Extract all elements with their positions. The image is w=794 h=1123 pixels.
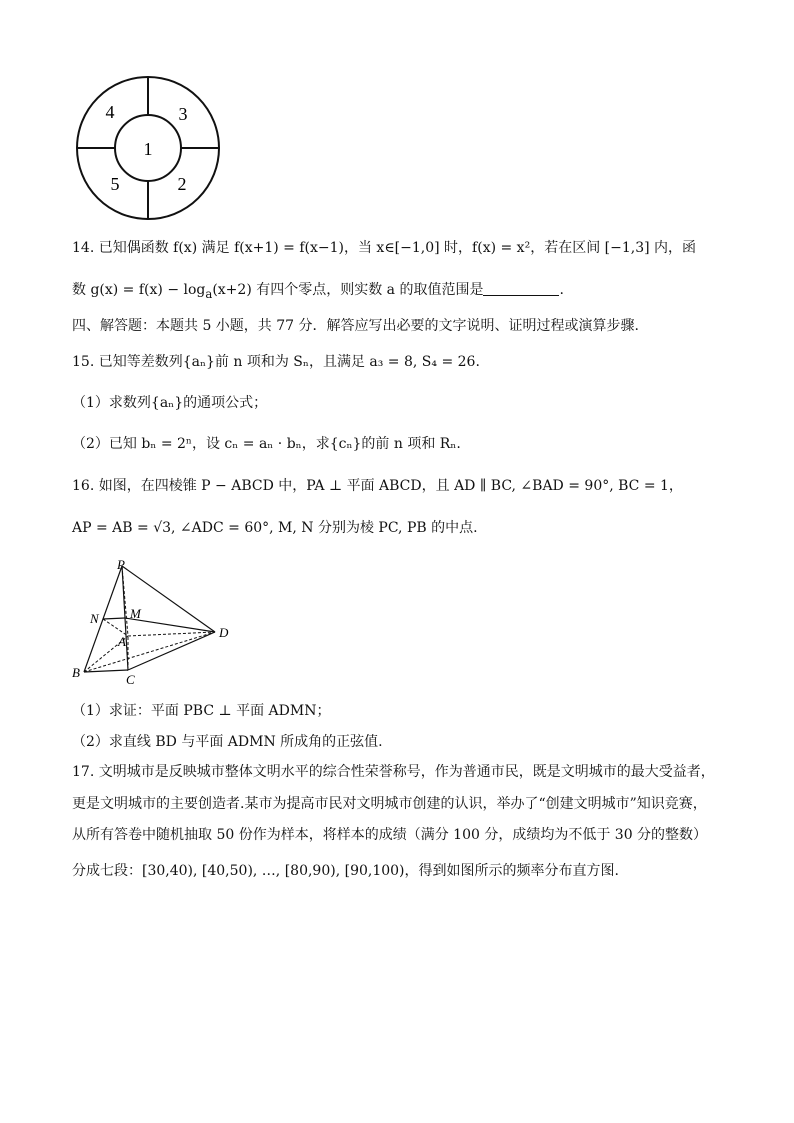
region-label-3: 3 (178, 104, 188, 124)
label-B: B (72, 665, 80, 680)
answer-blank (483, 281, 559, 296)
label-N: N (90, 611, 99, 626)
q17-line4: 分成七段：[30,40), [40,50), …, [80,90), [90,100)，得到如图所示的频率分布直方图. (72, 863, 619, 879)
q14-line1: 14. 已知偶函数 f(x) 满足 f(x+1) = f(x−1)，当 x∈[−1,0] 时，f(x) = x²，若在区间 [−1,3] 内，函 (72, 240, 697, 256)
q16-stem-line2: AP = AB = √3, ∠ADC = 60°, M, N 分别为棱 PC, PB 的中点. (72, 520, 478, 536)
q14-line2a: 数 g(x) = f(x) − log (72, 282, 206, 298)
segment-BD (84, 632, 215, 672)
edge-AD (128, 632, 215, 636)
region-label-1: 1 (143, 139, 153, 159)
q17-line3: 从所有答卷中随机抽取 50 份作为样本，将样本的成绩（满分 100 分，成绩均为不低于 30 分的整数） (72, 827, 708, 843)
q14-line2-end: . (559, 282, 564, 298)
q14-line2b: (x+2) 有四个零点，则实数 a 的取值范围是 (212, 282, 484, 298)
label-M: M (130, 606, 141, 621)
q17-line1: 17. 文明城市是反映城市整体文明水平的综合性荣誉称号，作为普通市民，既是文明城市的最大受益者， (72, 764, 715, 780)
region-label-5: 5 (110, 174, 120, 194)
q16-stem-line1: 16. 如图，在四棱锥 P − ABCD 中，PA ⊥ 平面 ABCD，且 AD ∥ BC, ∠BAD = 90°, BC = 1， (72, 478, 683, 494)
label-A: A (118, 634, 126, 649)
q15-part2: （2）已知 bₙ = 2ⁿ，设 cₙ = aₙ · bₙ，求{cₙ}的前 n 项和 Rₙ. (72, 436, 461, 452)
edge-PD (122, 566, 215, 632)
q15-stem: 15. 已知等差数列{aₙ}前 n 项和为 Sₙ，且满足 a₃ = 8, S₄ = 26. (72, 354, 480, 370)
q16-part2: （2）求直线 BD 与平面 ADMN 所成角的正弦值. (72, 734, 383, 750)
section-4-heading: 四、解答题：本题共 5 小题，共 77 分．解答应写出必要的文字说明、证明过程或演算步骤. (72, 318, 639, 334)
circle-sector-figure (72, 72, 224, 224)
label-C: C (126, 672, 135, 686)
edge-CD (128, 632, 215, 670)
pyramid-figure (70, 556, 240, 686)
segment-NM (103, 618, 125, 619)
q14-log-base: a (205, 286, 213, 301)
q17-line2: 更是文明城市的主要创造者.某市为提高市民对文明城市创建的认识，举办了“创建文明城市”知识竞赛， (72, 796, 707, 812)
region-label-4: 4 (105, 102, 115, 122)
q16-part1: （1）求证：平面 PBC ⊥ 平面 ADMN； (72, 703, 331, 719)
q15-part1: （1）求数列{aₙ}的通项公式； (72, 395, 268, 411)
q14-line2 (72, 280, 564, 304)
region-label-2: 2 (177, 174, 187, 194)
label-D: D (219, 625, 229, 640)
label-P: P (117, 557, 125, 572)
